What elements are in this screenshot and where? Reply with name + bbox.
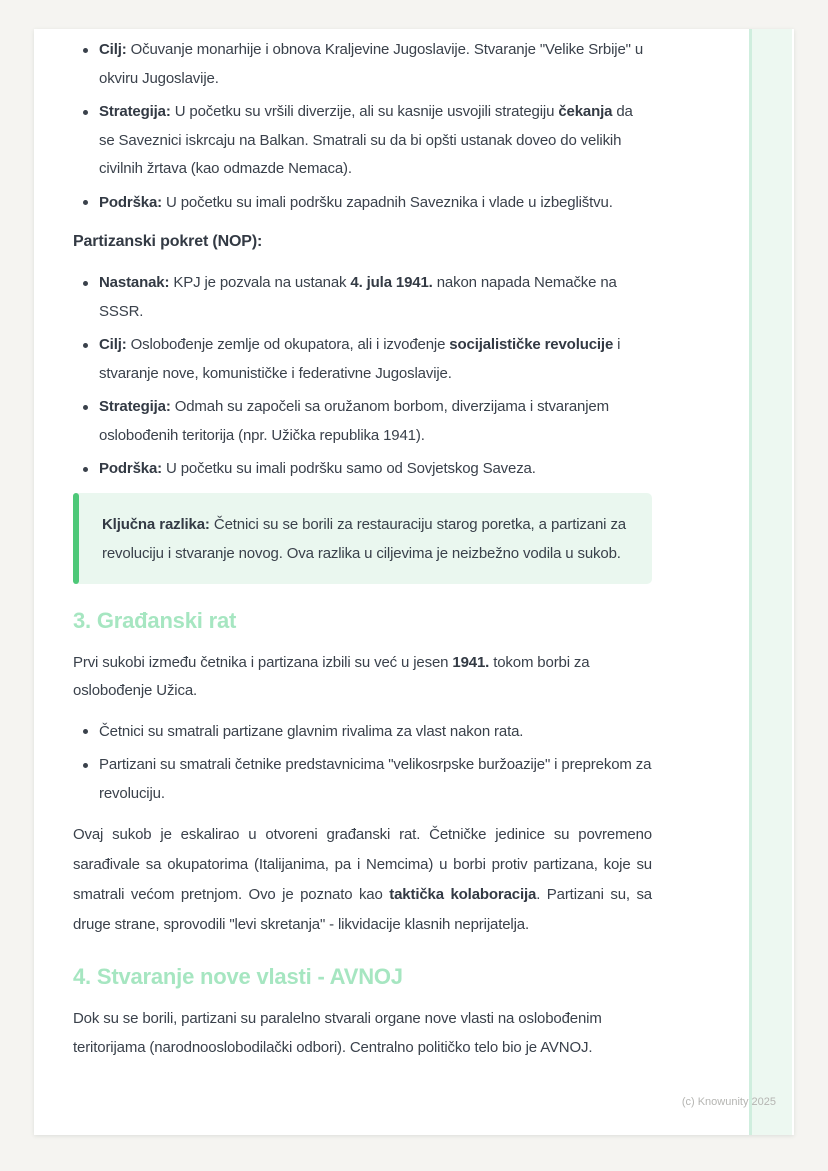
bullet-list-sukobi (73, 718, 652, 809)
list-item-cilj: Cilj: Oslobođenje zemlje od okupatora, ali i izvođenje socijalističke revolucije i stvaranje nove, komunističke i federativne Jugoslavije. (99, 331, 652, 388)
callout-accent-bar (73, 493, 79, 584)
paragraph-avnoj: Dok su se borili, partizani su paralelno stvarali organe nove vlasti na oslobođenim teritorijama (narodnooslobodilački odbori). Centralno političko telo bio je AVNOJ. (73, 1010, 602, 1056)
section-heading-gradjanski-rat: 3. Građanski rat (73, 607, 237, 633)
list-item-strategija: Strategija: Odmah su započeli sa oružanom borbom, diverzijama i stvaranjem oslobođenih teritorija (npr. Užička republika 1941). (99, 393, 652, 450)
bullet-list-partizani (73, 269, 652, 484)
bullet-list-cetnici (73, 36, 652, 217)
list-item-cetnici-stav: Četnici su smatrali partizane glavnim rivalima za vlast nakon rata. (99, 718, 652, 747)
list-item-nastanak: Nastanak: KPJ je pozvala na ustanak 4. jula 1941. nakon napada Nemačke na SSSR. (99, 269, 652, 326)
list-item-strategija: Strategija: U početku su vršili diverzije, ali su kasnije usvojili strategiju čekanja da se Saveznici iskrcaju na Balkan. Smatrali su da bi opšti ustanak doveo do velikih civilnih žrtava (kao odmazde Nemaca). (99, 98, 652, 184)
list-item-podrska: Podrška: U početku su imali podršku samo od Sovjetskog Saveza. (99, 455, 652, 484)
copyright-watermark: (c) Knowunity 2025 (681, 1096, 776, 1108)
callout-text: Ključna razlika: Četnici su se borili za restauraciju starog poretka, a partizani za revoluciju i stvaranje novog. Ova razlika u ciljevima je neizbežno vodila u sukob. (102, 515, 626, 562)
list-item-cilj: Cilj: Očuvanje monarhije i obnova Kraljevine Jugoslavije. Stvaranje "Velike Srbije" u okviru Jugoslavije. (99, 36, 652, 93)
page-edge-strip (749, 29, 792, 1135)
key-difference-callout (73, 493, 652, 584)
list-item-podrska: Podrška: U početku su imali podršku zapadnih Saveznika i vlade u izbeglištvu. (99, 189, 652, 218)
subheading-partizanski-pokret: Partizanski pokret (NOP): (73, 233, 263, 250)
paragraph-prvi-sukobi: Prvi sukobi između četnika i partizana izbili su već u jesen 1941. tokom borbi za oslobođenje Užica. (73, 653, 590, 699)
document-page (34, 29, 794, 1135)
paragraph-eskalacija: Ovaj sukob je eskalirao u otvoreni građanski rat. Četničke jedinice su povremeno sarađivale sa okupatorima (Italijanima, pa i Nemcima) u borbi protiv partizana, koje su smatrali većom pretnjom. Ovo je poznato kao taktička kolaboracija. Partizani su, sa druge strane, sprovodili "levi skretanja" - likvidacije klasnih neprijatelja. (73, 826, 652, 933)
list-item-partizani-stav: Partizani su smatrali četnike predstavnicima "velikosrpske buržoazije" i preprekom za revoluciju. (99, 751, 652, 808)
section-heading-avnoj: 4. Stvaranje nove vlasti - AVNOJ (73, 964, 403, 989)
